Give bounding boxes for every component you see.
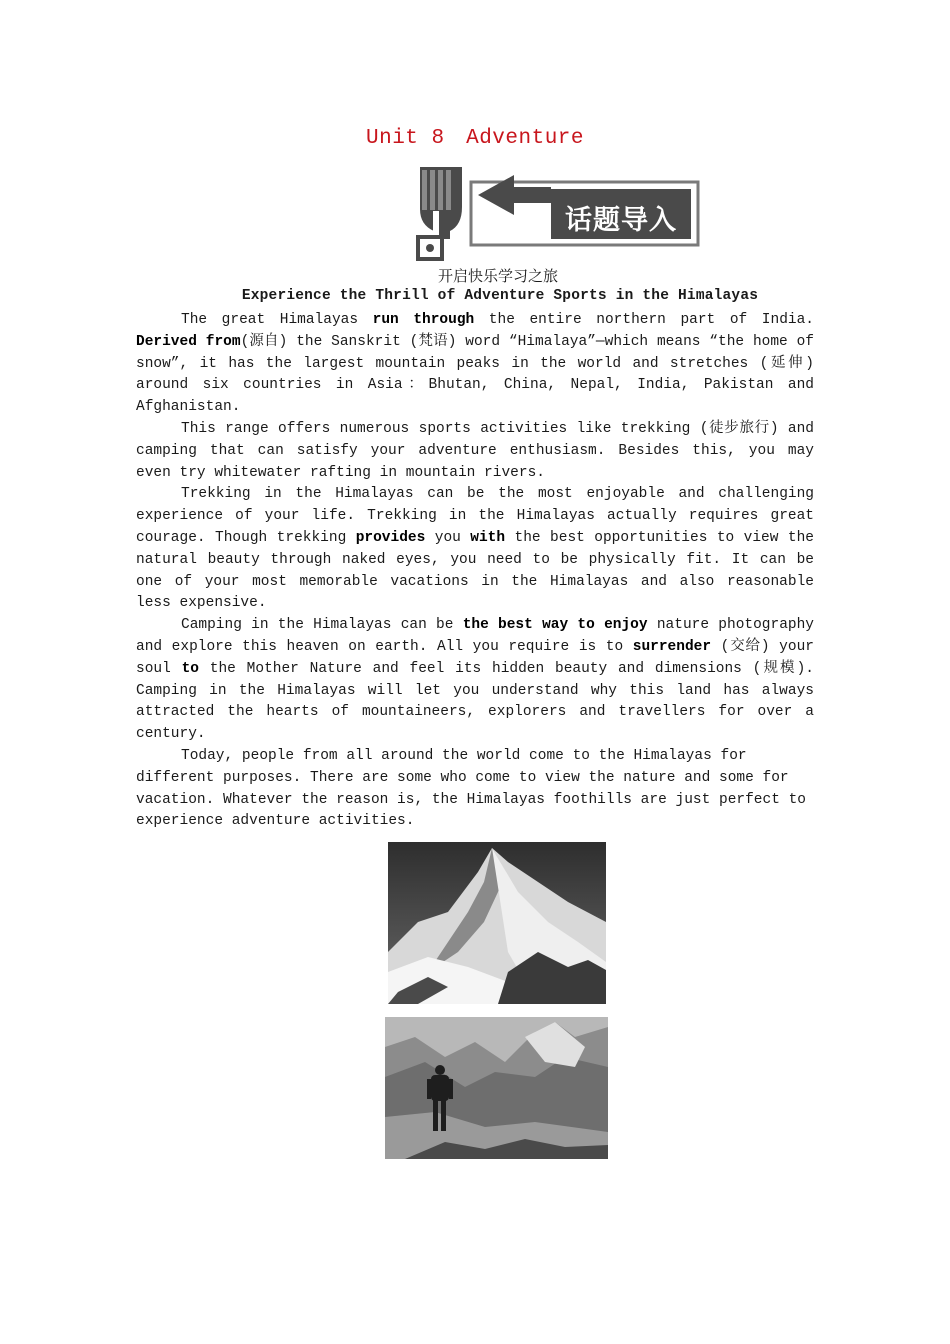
- paragraph-3: [136, 484, 814, 615]
- text-run: the Mother Nature and feel its hidden beauty and dimensions (规模). Camping in the Himalayas will let you understand why this land has always attracted the hearts of mountaineers, explorers and travellers for over a century.: [136, 660, 814, 743]
- topic-intro-banner: [416, 167, 700, 261]
- paragraph-4: [136, 615, 814, 746]
- article-body: [136, 310, 814, 833]
- highlight-phrase: with: [470, 529, 506, 546]
- text-run: the entire northern part of India.: [474, 312, 814, 328]
- text-run: nature photography and explore this heaven on earth. All you require is to: [136, 617, 815, 655]
- highlight-phrase: provides: [355, 529, 426, 546]
- highlight-phrase: surrender: [632, 638, 712, 655]
- text-run: Camping in the Himalayas can be: [181, 617, 463, 634]
- text-run: Trekking in the Himalayas can be the most enjoyable and challenging experience of your life. Trekking in the Himalayas actually requires great courage. Though trekking: [136, 486, 814, 546]
- highlight-phrase: the best way to enjoy: [462, 617, 648, 634]
- highlight-phrase: Derived from: [136, 333, 241, 350]
- unit-title: Unit 8 Adventure: [365, 127, 585, 150]
- paragraph-1: [136, 310, 814, 419]
- banner-label: 话题导入: [565, 205, 677, 236]
- highlight-phrase: run through: [372, 312, 475, 328]
- highlight-phrase: to: [181, 660, 199, 677]
- text-run: you: [425, 529, 471, 546]
- article-headline: Experience the Thrill of Adventure Sports in the Himalayas: [241, 288, 759, 304]
- text-run: The great Himalayas: [181, 312, 373, 328]
- text-run: the best opportunities to view the natural beauty through naked eyes, you need to be physically fit. It can be one of your most memorable vacations in the Himalayas and also reasonable less expensive.: [136, 529, 814, 612]
- text-run: (交给) your soul: [136, 638, 814, 677]
- paragraph-5: Today, people from all around the world come to the Himalayas for different purposes. There are some who come to view the nature and some for vacation. Whatever the reason is, the Himalayas foothills are just perfect to experience adventure activities.: [136, 747, 807, 830]
- trekker-mountain-photo: [385, 1017, 608, 1159]
- paragraph-2: This range offers numerous sports activities like trekking (徒步旅行) and camping that can satisfy your adventure enthusiasm. Besides this, you may even try whitewater rafting in mountain rivers.: [136, 420, 814, 481]
- text-run: (源自) the Sanskrit (梵语) word “Himalaya”—which means “the home of snow”, it has the largest mountain peaks in the world and stretches (延伸) around six countries in Asia：Bhutan, China, Nepal, India, Pakistan and Afghanistan.: [136, 333, 814, 416]
- banner-subtitle: 开启快乐学习之旅: [437, 267, 558, 285]
- snowy-mountain-photo: [388, 842, 606, 1004]
